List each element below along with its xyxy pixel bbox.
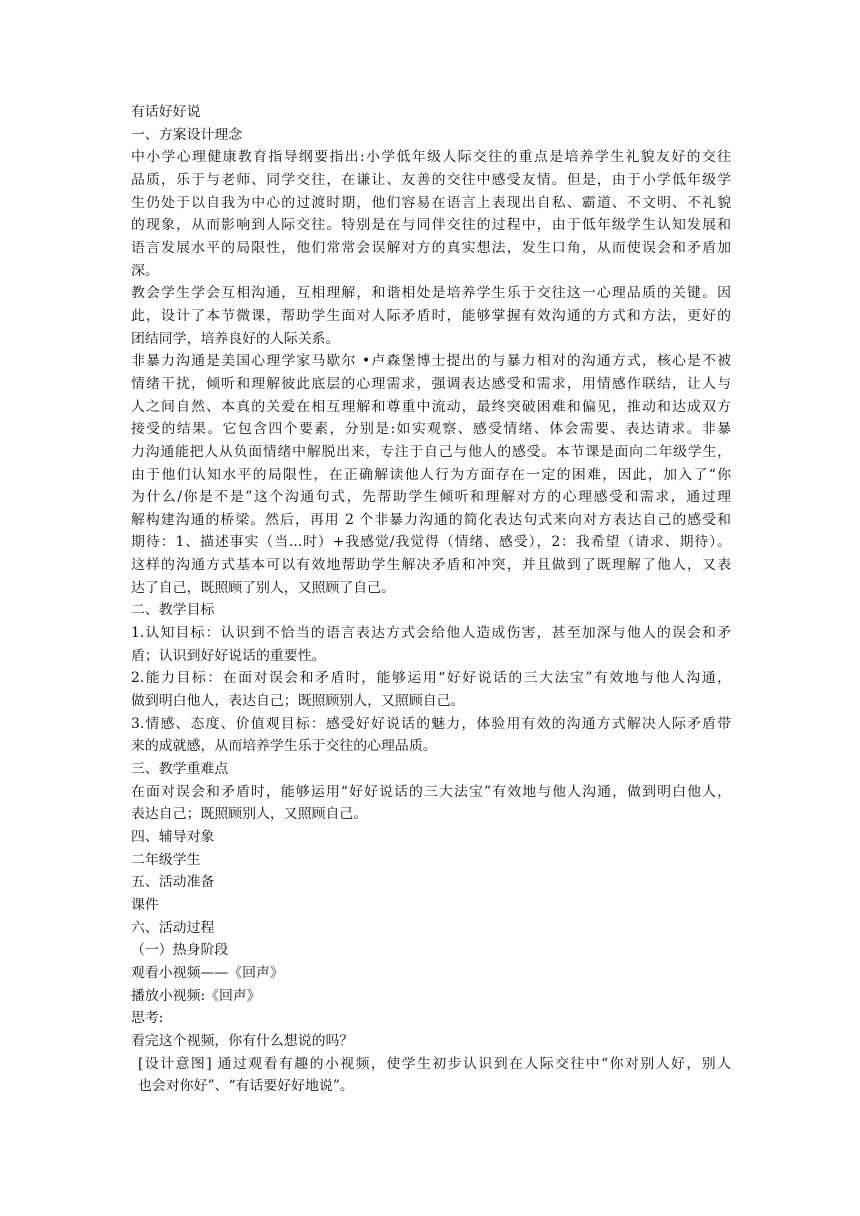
- document-line: 二、教学目标: [131, 602, 215, 619]
- document-line: 在面对误会和矛盾时，能够运用“好好说话的三大法宝”有效地与他人沟通，做到明白他人，: [131, 783, 731, 800]
- document-line: 达了自己，既照顾了别人，又照顾了自己。: [131, 579, 395, 596]
- document-line: 情绪干扰，倾听和理解彼此底层的心理需求，强调表达感受和需求，用情感作联结，让人与: [131, 375, 731, 392]
- document-body: [131, 124, 731, 1098]
- document-line: 来的成就感，从而培养学生乐于交往的心理品质。: [131, 738, 437, 755]
- document-line: 教会学生学会互相沟通，互相理解，和谐相处是培养学生乐于交往这一心理品质的关键。因: [131, 285, 731, 302]
- document-line: 二年级学生: [131, 851, 201, 868]
- document-line: （一）热身阶段: [131, 942, 229, 959]
- document-line: 思考:: [131, 1010, 164, 1027]
- document-line: 观看小视频——《回声》: [131, 964, 284, 981]
- document-line: 三、教学重难点: [131, 761, 229, 778]
- document-line: 2.能力目标：在面对误会和矛盾时，能够运用“好好说话的三大法宝”有效地与他人沟通，: [131, 670, 731, 687]
- document-line: 这样的沟通方式基本可以有效地帮助学生解决矛盾和冲突，并且做到了既理解了他人，又表: [131, 557, 731, 574]
- document-line: 人之间自然、本真的关爱在相互理解和尊重中流动，最终突破困难和偏见，推动和达成双方: [131, 398, 731, 415]
- document-line: 非暴力沟通是美国心理学家马歇尔 •卢森堡博士提出的与暴力相对的沟通方式，核心是不被: [131, 353, 731, 370]
- document-line: 3.情感、态度、价值观目标：感受好好说话的魅力，体验用有效的沟通方式解决人际矛盾带: [131, 715, 731, 732]
- document-line: 课件: [131, 896, 159, 913]
- document-line: 六、活动过程: [131, 919, 215, 936]
- document-line: 力沟通能把人从负面情绪中解脱出来，专注于自己与他人的感受。本节课是面向二年级学生，: [131, 443, 731, 460]
- document-line: 解构建沟通的桥梁。然后，再用 2 个非暴力沟通的简化表达句式来向对方表达自己的感受和: [131, 511, 731, 528]
- document-line: 做到明白他人，表达自己；既照顾别人，又照顾自己。: [131, 693, 465, 710]
- document-line: 1.认知目标：认识到不恰当的语言表达方式会给他人造成伤害，甚至加深与他人的误会和矛: [131, 625, 731, 642]
- document-line: 也会对你好”、“有话要好好地说”。: [138, 1078, 354, 1095]
- document-line: 此，设计了本节微课，帮助学生面对人际矛盾时，能够掌握有效沟通的方式和方法，更好的: [131, 307, 731, 324]
- document-line: 表达自己；既照顾别人，又照顾自己。: [131, 806, 368, 823]
- document-line: 一、方案设计理念: [131, 126, 243, 143]
- document-line: 团结同学，培养良好的人际关系。: [131, 330, 340, 347]
- document-line: 四、辅导对象: [131, 829, 215, 845]
- document-line: 五、活动准备: [131, 874, 215, 891]
- document-line: 盾；认识到好好说话的重要性。: [131, 647, 326, 664]
- document-line: 期待：1、描述事实（当...时）+我感觉/我觉得（情绪、感受），2：我希望（请求、期待）。: [131, 534, 731, 551]
- document-page: [131, 101, 731, 1098]
- document-line: 看完这个视频，你有什么想说的吗？: [131, 1032, 354, 1049]
- document-line: 由于他们认知水平的局限性，在正确解读他人行为方面存在一定的困难，因此，加入了“你: [131, 466, 731, 483]
- document-line: 生仍处于以自我为中心的过渡时期，他们容易在语言上表现出自私、霸道、不文明、不礼貌: [131, 194, 731, 211]
- document-line: 接受的结果。它包含四个要素，分别是:如实观察、感受情绪、体会需要、表达请求。非暴: [131, 421, 731, 438]
- document-line: 深。: [131, 262, 159, 279]
- document-line: 的现象，从而影响到人际交往。特别是在与同伴交往的过程中，由于低年级学生认知发展和: [131, 217, 731, 234]
- document-line: 中小学心理健康教育指导纲要指出:小学低年级人际交往的重点是培养学生礼貌友好的交往: [131, 149, 731, 166]
- document-line: 播放小视频:《回声》: [131, 987, 261, 1004]
- document-line: 品质，乐于与老师、同学交往，在谦让、友善的交往中感受友情。但是，由于小学低年级学: [131, 171, 731, 188]
- document-title: 有话好好说: [131, 104, 201, 120]
- document-line: 语言发展水平的局限性，他们常常会误解对方的真实想法，发生口角，从而使误会和矛盾加: [131, 239, 731, 256]
- document-line: [设计意图] 通过观看有趣的小视频，使学生初步认识到在人际交往中“你对别人好，别人: [138, 1055, 731, 1072]
- document-line: 为什么/你是不是”这个沟通句式，先帮助学生倾听和理解对方的心理感受和需求，通过理: [131, 489, 731, 506]
